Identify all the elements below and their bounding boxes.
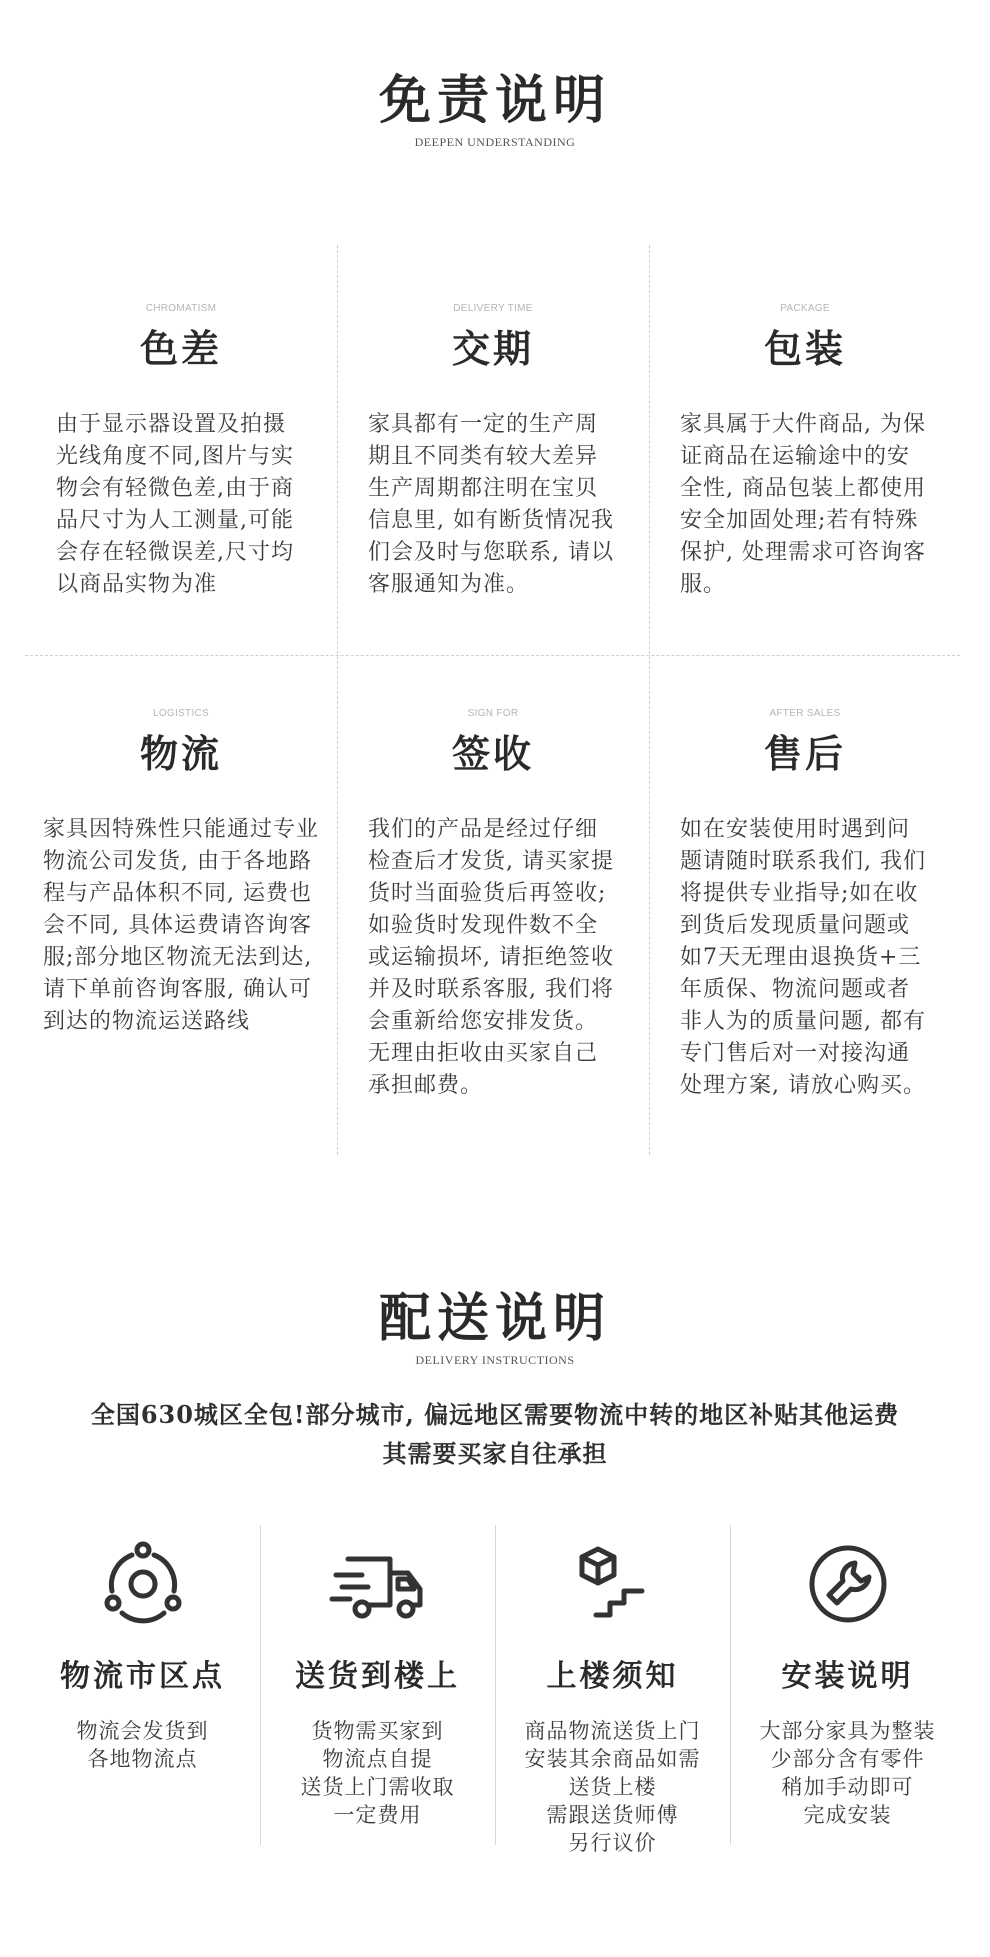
disclaimer-item-after-sales [656,708,954,1102]
item-body: 如在安装使用时遇到问题请随时联系我们, 我们将提供专业指导;如在收到货后发现质量问题或如7天无理由退换货+三年质保、物流问题或者非人为的质量问题, 都有专门售后对一对接沟通处理方案, 请放心购买。 [680,817,926,1098]
feature-title: 安装说明 [781,1659,914,1694]
feature-line: 送货上楼 [568,1775,657,1799]
feature-upstairs-delivery [260,1525,495,1829]
feature-description [495,1717,730,1857]
feature-line: 商品物流送货上门 [524,1719,701,1743]
item-body: 家具都有一定的生产周期且不同类有较大差异生产周期都注明在宝贝信息里, 如有断货情况我们会及时与您联系, 请以客服通知为准。 [368,412,614,597]
disclaimer-item-package [656,303,954,601]
delivery-header [0,1290,990,1368]
delivery-notice-line: 其需要买家自往承担 [382,1439,608,1468]
disclaimer-header [0,72,990,150]
grid-divider-vertical [649,245,650,1155]
disclaimer-grid [25,245,960,1155]
feature-line: 送货上门需收取 [300,1775,455,1799]
logistics-nodes-icon [98,1539,188,1629]
feature-line: 需跟送货师傅 [546,1803,679,1827]
feature-title: 物流市区点 [60,1659,225,1694]
feature-title: 送货到楼上 [295,1659,460,1694]
delivery-features [25,1525,965,1855]
item-body: 家具因特殊性只能通过专业物流公司发货, 由于各地路程与产品体积不同, 运费也会不同, 具体运费请咨询客服;部分地区物流无法到达, 请下单前咨询客服, 确认可到达的物流运送路线 [43,817,320,1034]
feature-line: 各地物流点 [87,1747,198,1771]
delivery-title: 配送说明 [378,1288,611,1349]
item-en-label: AFTER SALES [769,708,841,719]
disclaimer-item-chromatism [32,303,330,601]
grid-divider-horizontal [25,655,960,656]
box-stairs-icon [568,1539,658,1629]
item-title: 物流 [139,731,222,776]
delivery-notice [0,1395,990,1473]
wrench-icon [803,1539,893,1629]
grid-divider-vertical [337,245,338,1155]
feature-line: 稍加手动即可 [781,1775,914,1799]
feature-line: 大部分家具为整装 [759,1719,936,1743]
item-en-label: SIGN FOR [467,708,519,719]
item-title: 色差 [139,326,222,371]
delivery-notice-line: 全国630城区全包!部分城市, 偏远地区需要物流中转的地区补贴其他运费 [90,1400,900,1429]
delivery-subtitle: DELIVERY INSTRUCTIONS [415,1353,575,1368]
disclaimer-title: 免责说明 [378,70,611,131]
feature-title: 上楼须知 [546,1659,679,1694]
feature-line: 另行议价 [568,1831,657,1855]
item-en-label: CHROMATISM [145,303,217,314]
feature-logistics-point [25,1525,260,1773]
item-title: 签收 [451,731,534,776]
feature-line: 少部分含有零件 [770,1747,925,1771]
item-title: 售后 [763,731,846,776]
item-en-label: LOGISTICS [152,708,210,719]
feature-line: 货物需买家到 [311,1719,444,1743]
disclaimer-item-logistics [32,708,330,1038]
item-title: 交期 [451,326,534,371]
disclaimer-subtitle: DEEPEN UNDERSTANDING [414,135,576,150]
feature-line: 物流会发货到 [76,1719,209,1743]
feature-line: 物流点自提 [322,1747,433,1771]
item-body: 我们的产品是经过仔细检查后才发货, 请买家提货时当面验货后再签收;如验货时发现件数不全或运输损坏, 请拒绝签收并及时联系客服, 我们将会重新给您安排发货。无理由拒收由买家自己承担邮费。 [368,817,614,1098]
item-body: 由于显示器设置及拍摄光线角度不同,图片与实物会有轻微色差,由于商品尺寸为人工测量,可能会存在轻微误差,尺寸均以商品实物为准 [56,412,294,597]
feature-upstairs-notice [495,1525,730,1857]
delivery-truck-icon [328,1539,428,1629]
item-body: 家具属于大件商品, 为保证商品在运输途中的安全性, 商品包装上都使用安全加固处理;若有特殊保护, 处理需求可咨询客服。 [680,412,926,597]
feature-installation [730,1525,965,1829]
disclaimer-item-delivery-time [344,303,642,601]
feature-description [260,1717,495,1829]
item-en-label: PACKAGE [780,303,830,314]
item-en-label: DELIVERY TIME [453,303,533,314]
disclaimer-item-sign-for [344,708,642,1102]
feature-line: 安装其余商品如需 [524,1747,701,1771]
feature-line: 一定费用 [333,1803,422,1827]
feature-description [730,1717,965,1829]
item-title: 包装 [763,326,846,371]
feature-description [25,1717,260,1773]
feature-line: 完成安装 [803,1803,892,1827]
